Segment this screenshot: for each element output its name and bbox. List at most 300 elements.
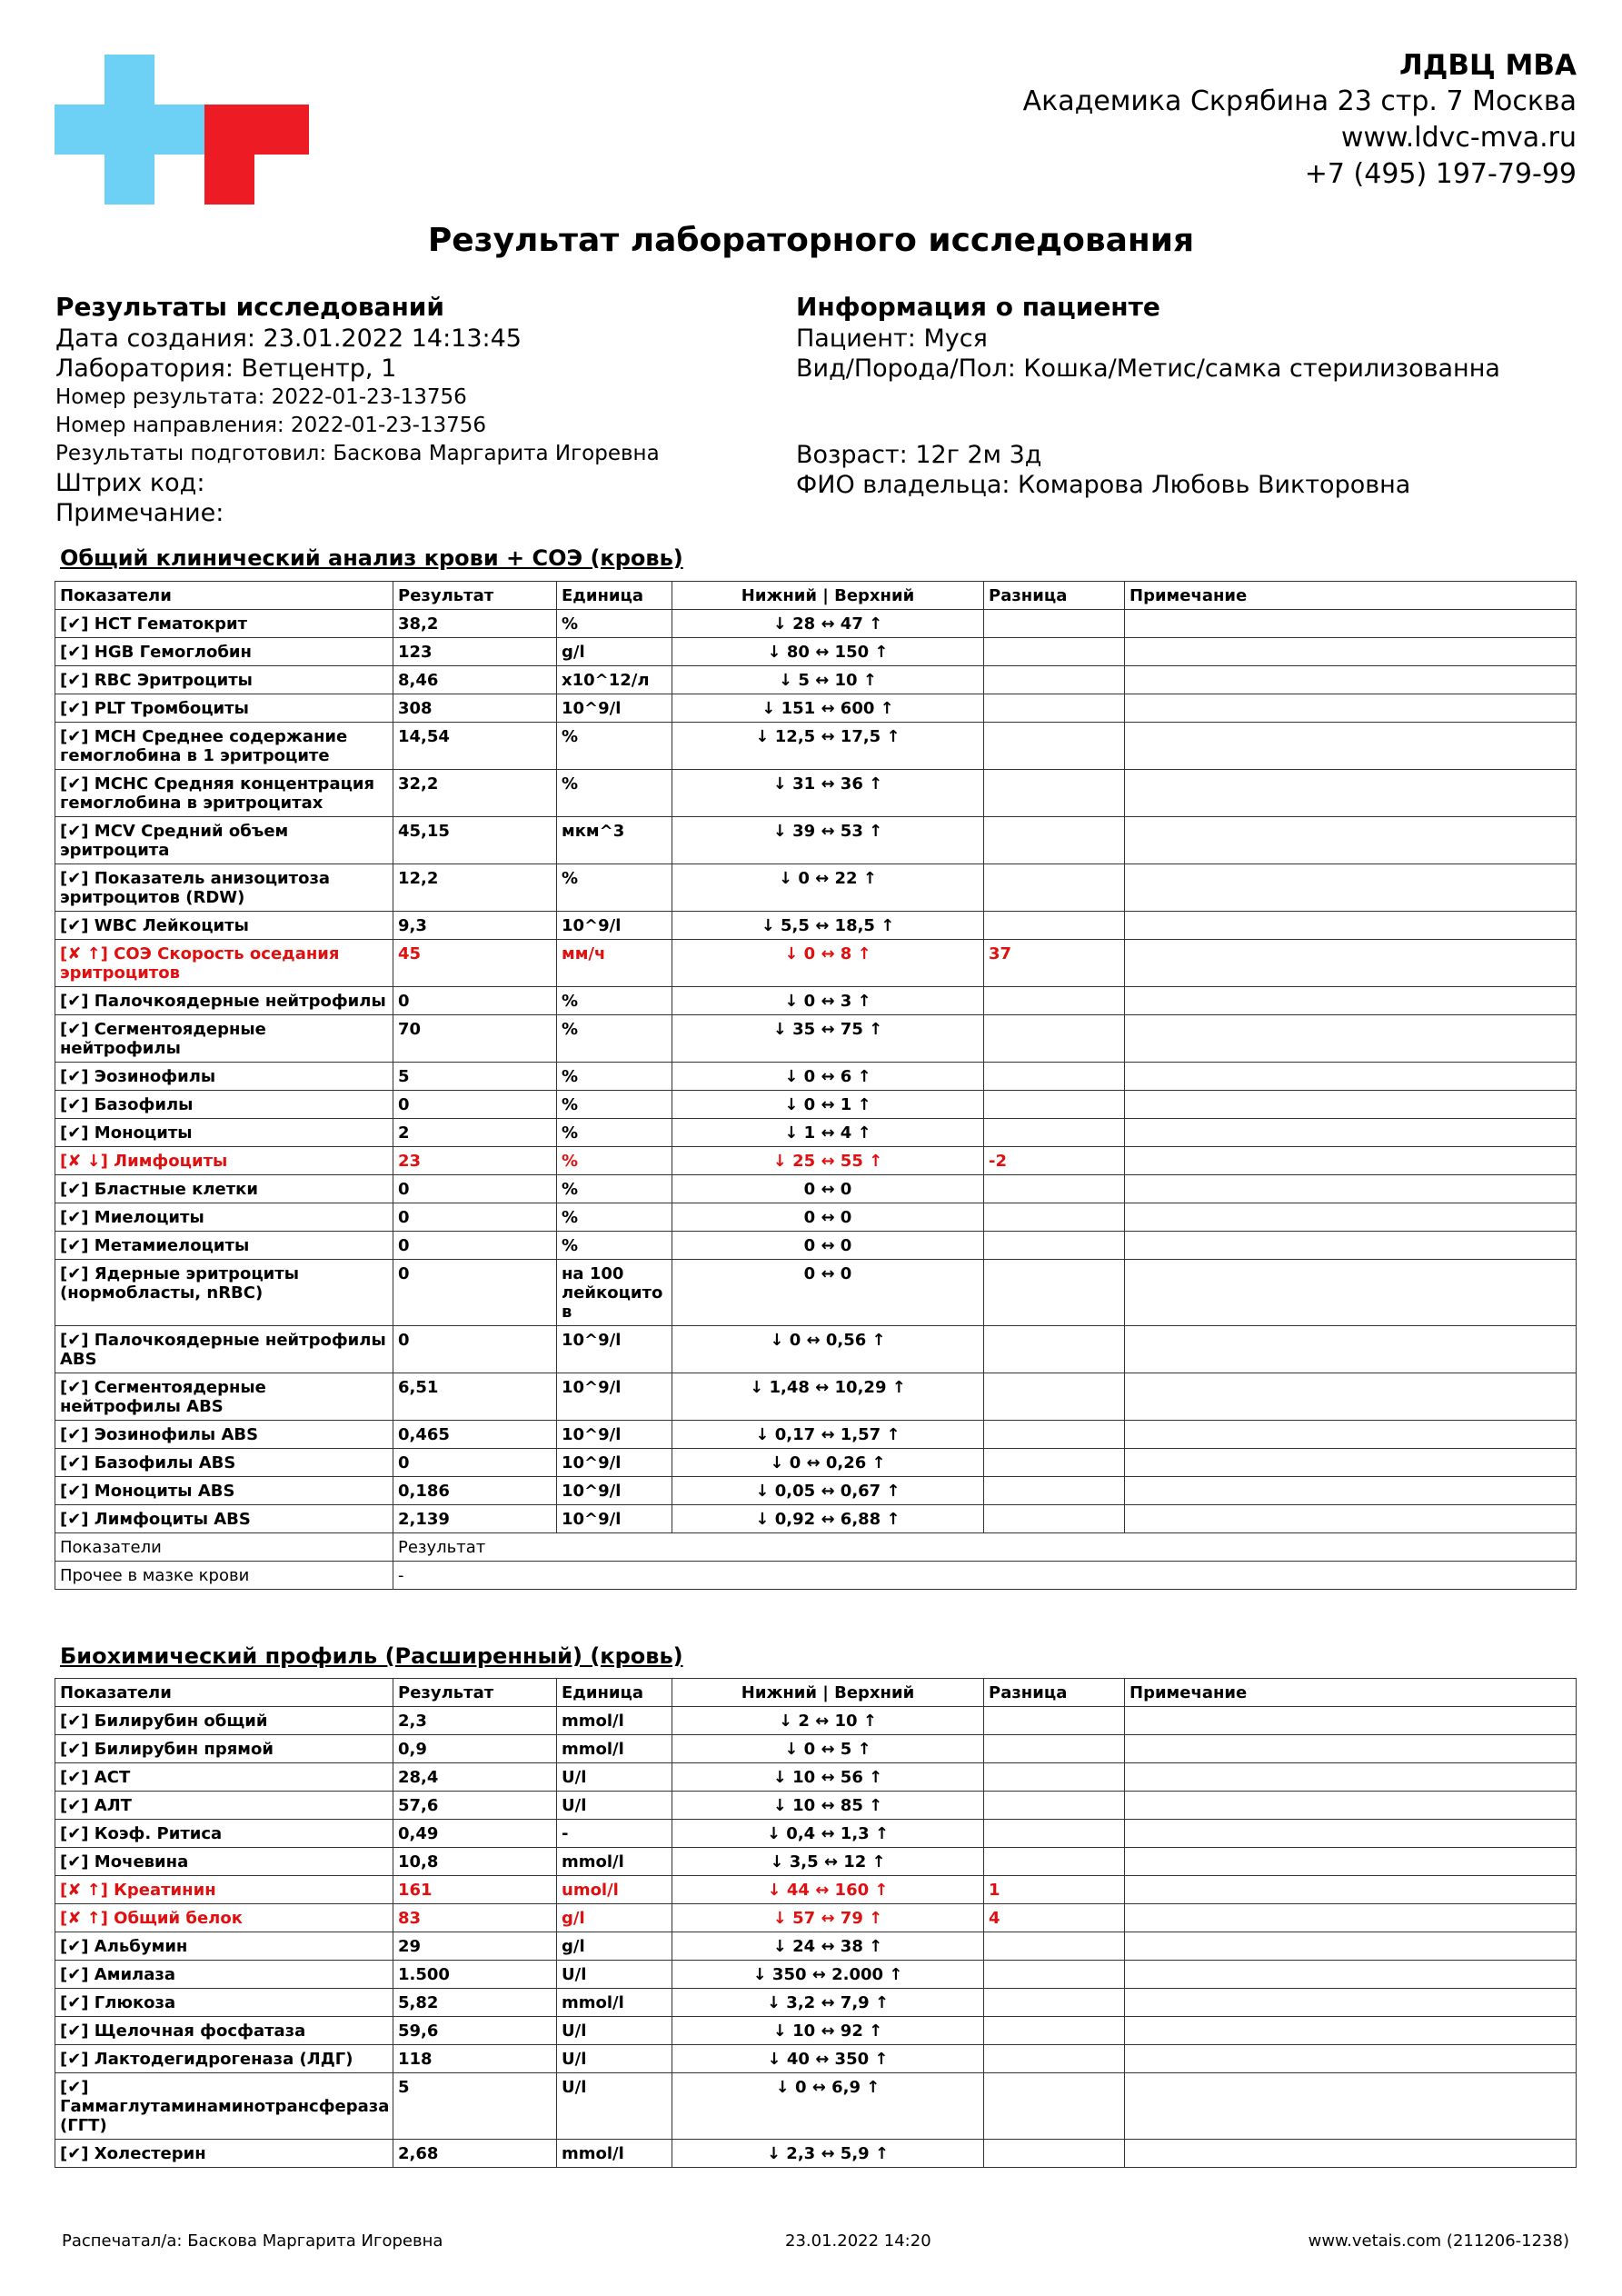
table-row [55, 666, 1577, 694]
note [1125, 940, 1577, 987]
table-header-row [55, 1679, 1577, 1707]
unit: g/l [557, 1932, 672, 1961]
reference-range: ↓ 1,48 ↔ 10,29 ↑ [672, 1373, 984, 1421]
difference [984, 1203, 1125, 1232]
difference [984, 723, 1125, 770]
reference-range: ↓ 0 ↔ 0,56 ↑ [672, 1326, 984, 1373]
reference-range: ↓ 25 ↔ 55 ↑ [672, 1147, 984, 1175]
indicator-name: [✔] PLT Тромбоциты [55, 694, 393, 723]
difference [984, 638, 1125, 666]
table-row [55, 1735, 1577, 1763]
unit: - [557, 1820, 672, 1848]
difference [984, 1763, 1125, 1792]
unit: % [557, 610, 672, 638]
reference-range: ↓ 0 ↔ 5 ↑ [672, 1735, 984, 1763]
indicator-name: [✔] Показатель анизоцитоза эритроцитов (RDW) [55, 864, 393, 912]
smear-row [55, 1562, 1577, 1590]
note [1125, 2073, 1577, 2140]
unit: mmol/l [557, 1707, 672, 1735]
unit: % [557, 770, 672, 817]
unit: mmol/l [557, 1735, 672, 1763]
indicator-name: [✔] Гаммаглутаминаминотрансфераза (ГГТ) [55, 2073, 393, 2140]
difference [984, 1989, 1125, 2017]
reference-range: ↓ 10 ↔ 85 ↑ [672, 1792, 984, 1820]
unit: % [557, 1175, 672, 1203]
reference-range: 0 ↔ 0 [672, 1203, 984, 1232]
difference [984, 1707, 1125, 1735]
note [1125, 638, 1577, 666]
result-number: Номер результата: 2022-01-23-13756 [55, 385, 467, 409]
result-value: 32,2 [393, 770, 557, 817]
result-value: 123 [393, 638, 557, 666]
unit: % [557, 987, 672, 1015]
indicator-name: [✔] Амилаза [55, 1961, 393, 1989]
note [1125, 817, 1577, 864]
indicator-name: [✘ ↑] Общий белок [55, 1904, 393, 1932]
result-value: 0,465 [393, 1421, 557, 1449]
difference [984, 1063, 1125, 1091]
extra-value: - [393, 1562, 1577, 1590]
reference-range: ↓ 44 ↔ 160 ↑ [672, 1876, 984, 1904]
table-row-abnormal [55, 940, 1577, 987]
note [1125, 1961, 1577, 1989]
unit: U/l [557, 1961, 672, 1989]
col-header-unit: Единица [557, 582, 672, 610]
result-value: 28,4 [393, 1763, 557, 1792]
table-row [55, 723, 1577, 770]
table-row [55, 1175, 1577, 1203]
patient-species: Вид/Порода/Пол: Кошка/Метис/самка стерилизованна [796, 354, 1500, 383]
reference-range: ↓ 0,92 ↔ 6,88 ↑ [672, 1505, 984, 1533]
note [1125, 912, 1577, 940]
result-value: 0 [393, 1260, 557, 1326]
unit: % [557, 864, 672, 912]
note [1125, 1763, 1577, 1792]
difference [984, 1175, 1125, 1203]
difference [984, 1792, 1125, 1820]
result-value: 0 [393, 987, 557, 1015]
result-value: 23 [393, 1147, 557, 1175]
col-header-note: Примечание [1125, 1679, 1577, 1707]
result-value: 0 [393, 1232, 557, 1260]
note [1125, 1820, 1577, 1848]
unit: % [557, 1147, 672, 1175]
reference-range: ↓ 2 ↔ 10 ↑ [672, 1707, 984, 1735]
difference [984, 770, 1125, 817]
indicator-name: [✔] RBC Эритроциты [55, 666, 393, 694]
reference-range: ↓ 10 ↔ 92 ↑ [672, 2017, 984, 2045]
reference-range: ↓ 0 ↔ 6,9 ↑ [672, 2073, 984, 2140]
table-row [55, 1232, 1577, 1260]
note [1125, 1373, 1577, 1421]
difference [984, 912, 1125, 940]
indicator-name: [✔] Лимфоциты ABS [55, 1505, 393, 1533]
table-row [55, 610, 1577, 638]
unit: мкм^3 [557, 817, 672, 864]
unit: U/l [557, 2073, 672, 2140]
note [1125, 1477, 1577, 1505]
reference-range: ↓ 3,5 ↔ 12 ↑ [672, 1848, 984, 1876]
reference-range: ↓ 40 ↔ 350 ↑ [672, 2045, 984, 2073]
unit: 10^9/l [557, 1421, 672, 1449]
difference [984, 666, 1125, 694]
note [1125, 1848, 1577, 1876]
created-date: Дата создания: 23.01.2022 14:13:45 [55, 324, 522, 353]
indicator-name: [✔] Миелоциты [55, 1203, 393, 1232]
indicator-name: [✘ ↑] СОЭ Скорость оседания эритроцитов [55, 940, 393, 987]
result-value: 161 [393, 1876, 557, 1904]
result-value: 6,51 [393, 1373, 557, 1421]
result-value: 9,3 [393, 912, 557, 940]
table-row [55, 770, 1577, 817]
note-label: Примечание: [55, 499, 224, 527]
indicator-name: [✔] Моноциты ABS [55, 1477, 393, 1505]
col-header-result: Результат [393, 1679, 557, 1707]
indicator-name: [✔] Эозинофилы [55, 1063, 393, 1091]
table-row [55, 1961, 1577, 1989]
difference [984, 987, 1125, 1015]
indicator-name: [✔] Эозинофилы ABS [55, 1421, 393, 1449]
difference [984, 1373, 1125, 1421]
owner-name: ФИО владельца: Комарова Любовь Викторовна [796, 471, 1411, 499]
reference-range: ↓ 80 ↔ 150 ↑ [672, 638, 984, 666]
indicator-name: [✔] WBC Лейкоциты [55, 912, 393, 940]
unit: 10^9/l [557, 1449, 672, 1477]
indicator-name: [✔] Холестерин [55, 2140, 393, 2168]
unit: U/l [557, 1792, 672, 1820]
note [1125, 694, 1577, 723]
note [1125, 610, 1577, 638]
unit: mmol/l [557, 1848, 672, 1876]
difference: -2 [984, 1147, 1125, 1175]
difference: 1 [984, 1876, 1125, 1904]
unit: % [557, 1015, 672, 1063]
table-row [55, 1505, 1577, 1533]
difference [984, 1932, 1125, 1961]
table-row [55, 912, 1577, 940]
difference [984, 1119, 1125, 1147]
indicator-name: [✔] Билирубин прямой [55, 1735, 393, 1763]
indicator-name: [✔] Базофилы [55, 1091, 393, 1119]
difference [984, 1421, 1125, 1449]
table-row [55, 1326, 1577, 1373]
col-header-diff: Разница [984, 1679, 1125, 1707]
table-row [55, 1792, 1577, 1820]
result-value: 29 [393, 1932, 557, 1961]
footer-source[interactable]: www.vetais.com (211206-1238) [1308, 2231, 1569, 2251]
result-value: 10,8 [393, 1848, 557, 1876]
unit: 10^9/l [557, 1477, 672, 1505]
footer-printed-at: 23.01.2022 14:20 [785, 2231, 931, 2251]
note [1125, 770, 1577, 817]
reference-range: ↓ 31 ↔ 36 ↑ [672, 770, 984, 817]
result-value: 57,6 [393, 1792, 557, 1820]
difference [984, 1820, 1125, 1848]
col-header-indicator: Показатели [55, 582, 393, 610]
clinic-address: Академика Скрябина 23 стр. 7 Москва [1022, 85, 1577, 117]
result-value: 5,82 [393, 1989, 557, 2017]
clinic-website[interactable]: www.ldvc-mva.ru [1340, 122, 1577, 154]
table-row [55, 1477, 1577, 1505]
table-row [55, 1119, 1577, 1147]
result-value: 118 [393, 2045, 557, 2073]
extra-value: Результат [393, 1533, 1577, 1562]
unit: мм/ч [557, 940, 672, 987]
reference-range: ↓ 10 ↔ 56 ↑ [672, 1763, 984, 1792]
unit: U/l [557, 2045, 672, 2073]
result-value: 0 [393, 1203, 557, 1232]
difference [984, 817, 1125, 864]
col-header-range: Нижний | Верхний [672, 1679, 984, 1707]
table-row-abnormal [55, 1904, 1577, 1932]
difference [984, 1848, 1125, 1876]
difference [984, 1260, 1125, 1326]
note [1125, 864, 1577, 912]
difference [984, 1505, 1125, 1533]
note [1125, 1063, 1577, 1091]
result-value: 0 [393, 1091, 557, 1119]
unit: % [557, 1063, 672, 1091]
reference-range: ↓ 1 ↔ 4 ↑ [672, 1119, 984, 1147]
reference-range: ↓ 35 ↔ 75 ↑ [672, 1015, 984, 1063]
result-value: 59,6 [393, 2017, 557, 2045]
indicator-name: [✔] Лактодегидрогеназа (ЛДГ) [55, 2045, 393, 2073]
indicator-name: [✔] Глюкоза [55, 1989, 393, 2017]
difference [984, 1449, 1125, 1477]
result-value: 83 [393, 1904, 557, 1932]
col-header-result: Результат [393, 582, 557, 610]
reference-range: ↓ 24 ↔ 38 ↑ [672, 1932, 984, 1961]
table-row [55, 1989, 1577, 2017]
indicator-name: [✔] Ядерные эритроциты (нормобласты, nRBC) [55, 1260, 393, 1326]
result-value: 2,139 [393, 1505, 557, 1533]
result-value: 0,9 [393, 1735, 557, 1763]
table-row [55, 1203, 1577, 1232]
table-row [55, 2073, 1577, 2140]
reference-range: ↓ 5,5 ↔ 18,5 ↑ [672, 912, 984, 940]
laboratory: Лаборатория: Ветцентр, 1 [55, 354, 397, 383]
result-value: 8,46 [393, 666, 557, 694]
footer-printed-by: Распечатал/а: Баскова Маргарита Игоревна [62, 2231, 443, 2251]
unit: 10^9/l [557, 1326, 672, 1373]
reference-range: ↓ 39 ↔ 53 ↑ [672, 817, 984, 864]
indicator-name: [✔] АЛТ [55, 1792, 393, 1820]
difference [984, 1477, 1125, 1505]
results-info-heading: Результаты исследований [55, 292, 445, 322]
indicator-name: [✔] АСТ [55, 1763, 393, 1792]
result-value: 2,3 [393, 1707, 557, 1735]
note [1125, 2140, 1577, 2168]
result-value: 0 [393, 1326, 557, 1373]
result-value: 2 [393, 1119, 557, 1147]
unit: mmol/l [557, 1989, 672, 2017]
indicator-name: [✔] Билирубин общий [55, 1707, 393, 1735]
table-row-abnormal [55, 1876, 1577, 1904]
table-row [55, 1932, 1577, 1961]
note [1125, 1707, 1577, 1735]
table-row [55, 2140, 1577, 2168]
table-row [55, 1707, 1577, 1735]
reference-range: ↓ 3,2 ↔ 7,9 ↑ [672, 1989, 984, 2017]
note [1125, 1932, 1577, 1961]
note [1125, 1989, 1577, 2017]
prepared-by: Результаты подготовил: Баскова Маргарита Игоревна [55, 442, 660, 465]
result-value: 5 [393, 2073, 557, 2140]
reference-range: ↓ 12,5 ↔ 17,5 ↑ [672, 723, 984, 770]
patient-age: Возраст: 12г 2м 3д [796, 441, 1042, 469]
difference [984, 2073, 1125, 2140]
indicator-name: [✔] MCV Средний объем эритроцита [55, 817, 393, 864]
note [1125, 1505, 1577, 1533]
reference-range: ↓ 5 ↔ 10 ↑ [672, 666, 984, 694]
unit: % [557, 1091, 672, 1119]
indicator-name: [✔] Альбумин [55, 1932, 393, 1961]
unit: % [557, 1203, 672, 1232]
indicator-name: [✔] Сегментоядерные нейтрофилы ABS [55, 1373, 393, 1421]
unit: % [557, 1119, 672, 1147]
result-value: 0,186 [393, 1477, 557, 1505]
table-row [55, 817, 1577, 864]
table-row [55, 2017, 1577, 2045]
cbc-section-title: Общий клинический анализ крови + СОЭ (кровь) [60, 545, 683, 571]
reference-range: ↓ 0 ↔ 8 ↑ [672, 940, 984, 987]
indicator-name: [✔] Мочевина [55, 1848, 393, 1876]
extra-label: Показатели [55, 1533, 393, 1562]
result-value: 5 [393, 1063, 557, 1091]
unit: g/l [557, 1904, 672, 1932]
patient-info-heading: Информация о пациенте [796, 292, 1160, 322]
table-row [55, 1063, 1577, 1091]
unit: U/l [557, 1763, 672, 1792]
indicator-name: [✘ ↑] Креатинин [55, 1876, 393, 1904]
table-row [55, 1015, 1577, 1063]
table-row [55, 1820, 1577, 1848]
note [1125, 723, 1577, 770]
col-header-note: Примечание [1125, 582, 1577, 610]
table-header-row [55, 582, 1577, 610]
col-header-indicator: Показатели [55, 1679, 393, 1707]
result-value: 308 [393, 694, 557, 723]
indicator-name: [✔] HGB Гемоглобин [55, 638, 393, 666]
table-row [55, 864, 1577, 912]
difference [984, 1326, 1125, 1373]
note [1125, 1015, 1577, 1063]
difference [984, 1735, 1125, 1763]
difference: 37 [984, 940, 1125, 987]
indicator-name: [✔] Сегментоядерные нейтрофилы [55, 1015, 393, 1063]
table-row [55, 1763, 1577, 1792]
note [1125, 1735, 1577, 1763]
note [1125, 1326, 1577, 1373]
table-row [55, 1449, 1577, 1477]
reference-range: ↓ 28 ↔ 47 ↑ [672, 610, 984, 638]
reference-range: ↓ 350 ↔ 2.000 ↑ [672, 1961, 984, 1989]
unit: 10^9/l [557, 1505, 672, 1533]
note [1125, 2017, 1577, 2045]
difference [984, 1091, 1125, 1119]
result-value: 12,2 [393, 864, 557, 912]
note [1125, 1421, 1577, 1449]
note [1125, 2045, 1577, 2073]
difference: 4 [984, 1904, 1125, 1932]
indicator-name: [✔] MCH Среднее содержание гемоглобина в 1 эритроците [55, 723, 393, 770]
note [1125, 1175, 1577, 1203]
note [1125, 1203, 1577, 1232]
reference-range: 0 ↔ 0 [672, 1175, 984, 1203]
difference [984, 2045, 1125, 2073]
reference-range: 0 ↔ 0 [672, 1260, 984, 1326]
note [1125, 666, 1577, 694]
note [1125, 1904, 1577, 1932]
note [1125, 1119, 1577, 1147]
unit: 10^9/l [557, 912, 672, 940]
reference-range: ↓ 0 ↔ 22 ↑ [672, 864, 984, 912]
unit: % [557, 1232, 672, 1260]
extra-header-row [55, 1533, 1577, 1562]
indicator-name: [✘ ↓] Лимфоциты [55, 1147, 393, 1175]
unit: U/l [557, 2017, 672, 2045]
unit: g/l [557, 638, 672, 666]
cbc-table [55, 581, 1577, 1590]
clinic-phone: +7 (495) 197-79-99 [1304, 158, 1577, 190]
reference-range: ↓ 0,05 ↔ 0,67 ↑ [672, 1477, 984, 1505]
note [1125, 1260, 1577, 1326]
reference-range: ↓ 57 ↔ 79 ↑ [672, 1904, 984, 1932]
difference [984, 2017, 1125, 2045]
table-row [55, 1091, 1577, 1119]
indicator-name: [✔] Базофилы ABS [55, 1449, 393, 1477]
result-value: 0 [393, 1175, 557, 1203]
table-row-abnormal [55, 1147, 1577, 1175]
results-info [55, 291, 782, 528]
unit: 10^9/l [557, 694, 672, 723]
note [1125, 1091, 1577, 1119]
indicator-name: [✔] Палочкоядерные нейтрофилы ABS [55, 1326, 393, 1373]
indicator-name: [✔] Моноциты [55, 1119, 393, 1147]
reference-range: ↓ 0 ↔ 1 ↑ [672, 1091, 984, 1119]
reference-range: ↓ 0,17 ↔ 1,57 ↑ [672, 1421, 984, 1449]
patient-name: Пациент: Муся [796, 324, 988, 353]
result-value: 0,49 [393, 1820, 557, 1848]
unit: mmol/l [557, 2140, 672, 2168]
result-value: 2,68 [393, 2140, 557, 2168]
difference [984, 610, 1125, 638]
bio-section-title: Биохимический профиль (Расширенный) (кровь) [60, 1643, 683, 1669]
unit: % [557, 723, 672, 770]
clinic-logo [55, 55, 309, 205]
reference-range: ↓ 151 ↔ 600 ↑ [672, 694, 984, 723]
result-value: 0 [393, 1449, 557, 1477]
col-header-diff: Разница [984, 582, 1125, 610]
unit: umol/l [557, 1876, 672, 1904]
table-row [55, 2045, 1577, 2073]
result-value: 14,54 [393, 723, 557, 770]
result-value: 45 [393, 940, 557, 987]
reference-range: ↓ 0,4 ↔ 1,3 ↑ [672, 1820, 984, 1848]
indicator-name: [✔] MCHC Средняя концентрация гемоглобина в эритроцитах [55, 770, 393, 817]
indicator-name: [✔] Бластные клетки [55, 1175, 393, 1203]
referral-number: Номер направления: 2022-01-23-13756 [55, 414, 487, 437]
indicator-name: [✔] Щелочная фосфатаза [55, 2017, 393, 2045]
difference [984, 1232, 1125, 1260]
bio-table [55, 1678, 1577, 2168]
note [1125, 1232, 1577, 1260]
difference [984, 864, 1125, 912]
unit: на 100 лейкоцито в [557, 1260, 672, 1326]
table-row [55, 638, 1577, 666]
indicator-name: [✔] Палочкоядерные нейтрофилы [55, 987, 393, 1015]
table-row [55, 1421, 1577, 1449]
